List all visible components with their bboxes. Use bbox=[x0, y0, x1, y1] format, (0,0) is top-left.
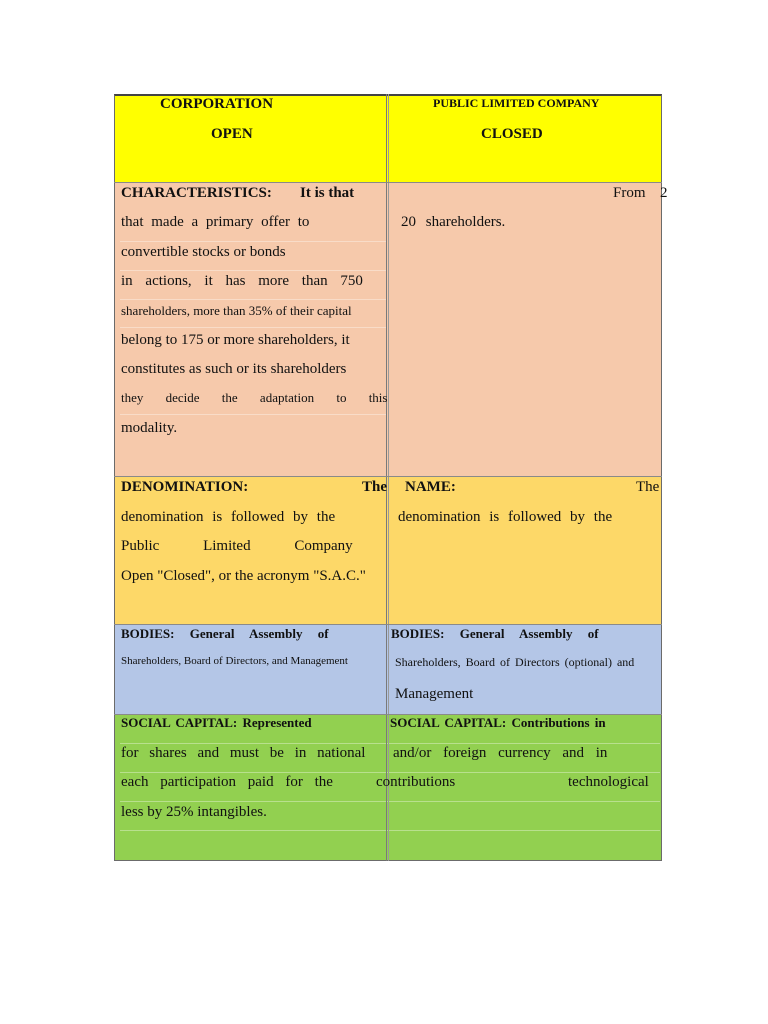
divider bbox=[120, 241, 386, 242]
header-open: OPEN bbox=[211, 126, 253, 142]
characteristics-right-number: 2 bbox=[660, 185, 668, 201]
characteristics-label: CHARACTERISTICS: bbox=[121, 185, 272, 201]
divider bbox=[120, 743, 660, 744]
characteristics-text-1: It is that bbox=[300, 185, 355, 201]
denomination-label: DENOMINATION: bbox=[121, 479, 249, 495]
header-corporation: CORPORATION bbox=[160, 96, 274, 112]
characteristics-right-text: 20 shareholders. bbox=[401, 214, 506, 230]
divider bbox=[120, 772, 660, 773]
header-closed: CLOSED bbox=[481, 126, 543, 142]
denomination-text-3: Open "Closed", or the acronym "S.A.C." bbox=[121, 568, 366, 584]
bodies-right-line-3: Management bbox=[395, 686, 474, 702]
characteristics-text-7: constitutes as such or its shareholders bbox=[121, 361, 347, 377]
characteristics-text-5: shareholders, more than 35% of their capital bbox=[121, 303, 352, 318]
bodies-left-line-2: Shareholders, Board of Directors, and Management bbox=[121, 655, 348, 667]
characteristics-right-from: From bbox=[613, 185, 646, 201]
row-divider bbox=[114, 476, 662, 477]
header-public-limited-company: PUBLIC LIMITED COMPANY bbox=[433, 96, 600, 110]
characteristics-text-6: belong to 175 or more shareholders, it bbox=[121, 332, 350, 348]
social-capital-right-line-3a: contributions bbox=[376, 774, 456, 790]
denomination-cell-closed bbox=[388, 476, 662, 624]
row-divider bbox=[114, 624, 662, 625]
name-label-tail: The bbox=[636, 479, 660, 495]
bodies-right-line-2: Shareholders, Board of Directors (optional) and bbox=[395, 655, 635, 669]
social-capital-left-line-2: for shares and must be in national bbox=[121, 745, 366, 761]
divider bbox=[120, 270, 386, 271]
denomination-text-2: Public Limited Company bbox=[121, 538, 353, 554]
social-capital-right-line-1: SOCIAL CAPITAL: Contributions in bbox=[390, 715, 606, 730]
divider bbox=[120, 830, 660, 831]
characteristics-text-8: they decide the adaptation to this bbox=[121, 390, 388, 405]
characteristics-text-4: in actions, it has more than 750 bbox=[121, 273, 363, 289]
social-capital-right-line-3b: technological bbox=[568, 774, 649, 790]
characteristics-text-3: convertible stocks or bonds bbox=[121, 244, 286, 260]
name-label: NAME: bbox=[405, 479, 456, 495]
name-text-1: denomination is followed by the bbox=[398, 509, 613, 525]
characteristics-text-9: modality. bbox=[121, 420, 178, 436]
divider bbox=[120, 299, 386, 300]
social-capital-right-line-2: and/or foreign currency and in bbox=[393, 745, 608, 761]
social-capital-left-line-3: each participation paid for the bbox=[121, 774, 333, 790]
divider bbox=[120, 414, 386, 415]
characteristics-text-2: that made a primary offer to bbox=[121, 214, 310, 230]
social-capital-left-line-1: SOCIAL CAPITAL: Represented bbox=[121, 715, 312, 730]
denomination-label-tail: The bbox=[362, 479, 388, 495]
divider bbox=[120, 327, 386, 328]
social-capital-left-line-4: less by 25% intangibles. bbox=[121, 804, 267, 820]
bodies-left-line-1: BODIES: General Assembly of bbox=[121, 626, 329, 641]
bodies-right-line-1: BODIES: General Assembly of bbox=[391, 626, 599, 641]
denomination-text-1: denomination is followed by the bbox=[121, 509, 336, 525]
divider bbox=[120, 801, 660, 802]
row-divider bbox=[114, 182, 662, 183]
